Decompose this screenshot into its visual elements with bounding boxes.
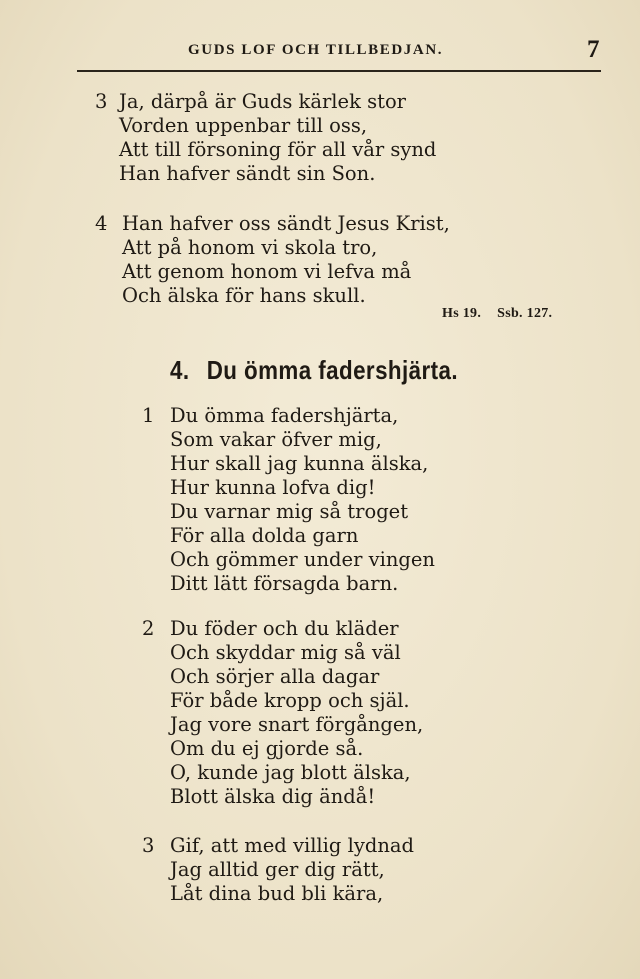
hymn-title-text: Du ömma fadershjärta.: [206, 355, 459, 385]
verse-line: Att till försoning för all vår synd: [119, 138, 437, 161]
verse-line: Ja, därpå är Guds kärlek stor: [119, 90, 407, 113]
verse-line: O, kunde jag blott älska,: [170, 761, 411, 784]
verse-line: Vorden uppenbar till oss,: [119, 114, 368, 137]
reference-ssb: Ssb. 127.: [497, 306, 553, 321]
stanza-number: 4: [95, 212, 108, 235]
verse-line: Jag alltid ger dig rätt,: [170, 858, 385, 881]
verse-line: Och gömmer under vingen: [170, 548, 435, 571]
verse-line: Och sörjer alla dagar: [170, 665, 380, 688]
verse-line: Blott älska dig ändå!: [170, 785, 376, 808]
stanza-lines: [119, 90, 436, 186]
stanza-lines: [122, 212, 450, 308]
stanza-number: 3: [95, 90, 108, 113]
stanza-number: 1: [142, 404, 155, 427]
verse-line: Och skyddar mig så väl: [170, 641, 401, 664]
verse-line: Hur kunna lofva dig!: [170, 476, 376, 499]
verse-line: Att på honom vi skola tro,: [122, 236, 378, 259]
verse-line: För både kropp och själ.: [170, 689, 410, 712]
stanza-lines: [170, 617, 423, 809]
verse-line: Du ömma fadershjärta,: [170, 404, 399, 427]
stanza-lines: [170, 834, 414, 906]
verse-line: Jag vore snart förgången,: [170, 713, 424, 736]
reference-hs: Hs 19.: [442, 306, 482, 321]
page-header: [0, 36, 640, 66]
stanza-number: 2: [142, 617, 155, 640]
verse-line: Han hafver oss sändt Jesus Krist,: [122, 212, 450, 235]
verse-line: Han hafver sändt sin Son.: [119, 162, 376, 185]
stanza-number: 3: [142, 834, 155, 857]
verse-line: Du varnar mig så troget: [170, 500, 409, 523]
verse-line: Om du ej gjorde så.: [170, 737, 364, 760]
verse-line: Du föder och du kläder: [170, 617, 399, 640]
verse-line: För alla dolda garn: [170, 524, 359, 547]
hymn-title: [170, 355, 458, 386]
verse-line: Som vakar öfver mig,: [170, 428, 382, 451]
header-rule: [77, 70, 601, 72]
verse-line: Gif, att med villig lydnad: [170, 834, 414, 857]
stanza-lines: [170, 404, 435, 596]
verse-line: Att genom honom vi lefva må: [122, 260, 412, 283]
verse-line: Hur skall jag kunna älska,: [170, 452, 429, 475]
running-head: GUDS LOF OCH TILLBEDJAN.: [188, 42, 444, 58]
hymn-number: 4.: [170, 355, 190, 385]
hymn-references: [442, 306, 552, 322]
verse-line: Och älska för hans skull.: [122, 284, 366, 307]
page-number: 7: [587, 36, 600, 63]
verse-line: Låt dina bud bli kära,: [170, 882, 384, 905]
verse-line: Ditt lätt försagda barn.: [170, 572, 399, 595]
